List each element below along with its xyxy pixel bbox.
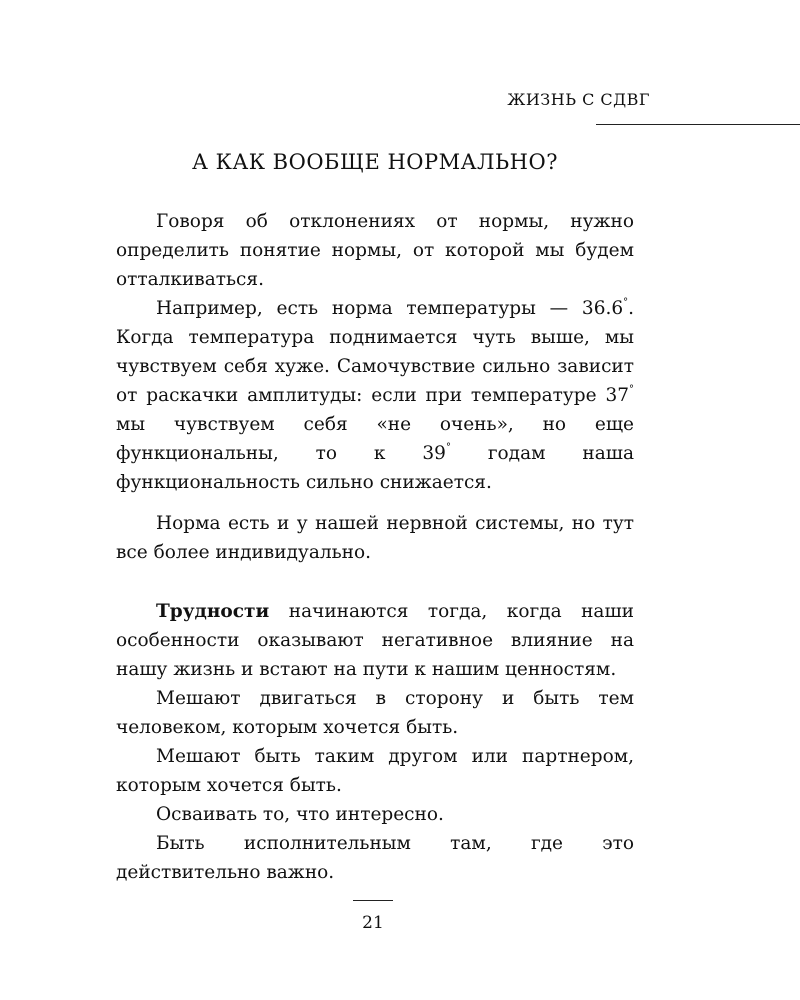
footer-rule	[353, 900, 393, 901]
paragraph-2	[116, 294, 634, 497]
p4-rest: начинаются тогда, когда наши особенности оказывают негативное влияние на нашу жизнь и встают на пути к нашим ценностям.	[116, 601, 634, 680]
paragraph-7: Осваивать то, что интересно.	[156, 804, 444, 825]
text-block-3	[116, 597, 634, 887]
paragraph-4	[116, 597, 634, 684]
paragraph-5: Мешают двигаться в сторону и быть тем человеком, которым хочется быть.	[116, 688, 634, 738]
degree-sign: °	[623, 297, 629, 308]
text-block-2	[116, 509, 634, 567]
p2-part1: Например, есть норма температуры — 36.6	[156, 298, 624, 319]
p2-part4: годам наша функциональность сильно снижается.	[116, 443, 634, 493]
degree-sign: °	[445, 442, 451, 453]
p2-part2: . Когда температура поднимается чуть выше, мы чувствуем себя хуже. Самочувствие сильно зависит от раскачки амплитуды: если при температуре 37	[116, 298, 634, 406]
paragraph-6: Мешают быть таким другом или партнером, которым хочется быть.	[116, 746, 634, 796]
chapter-title: А КАК ВООБЩЕ НОРМАЛЬНО?	[192, 150, 558, 174]
page-number: 21	[362, 913, 384, 933]
text-block-1	[116, 207, 634, 497]
running-head: ЖИЗНЬ С СДВГ	[507, 90, 650, 109]
paragraph-3: Норма есть и у нашей нервной системы, но тут все более индивидуально.	[116, 513, 634, 563]
degree-sign: °	[629, 384, 634, 395]
emphasis-word: Трудности	[156, 601, 270, 622]
header-rule	[596, 124, 800, 125]
paragraph-1: Говоря об отклонениях от нормы, нужно определить понятие нормы, от которой мы будем отталкиваться.	[116, 211, 634, 290]
paragraph-8: Быть исполнительным там, где это действительно важно.	[116, 833, 634, 883]
p2-part3: мы чувствуем себя «не очень», но еще функциональны, то к 39	[116, 414, 634, 464]
